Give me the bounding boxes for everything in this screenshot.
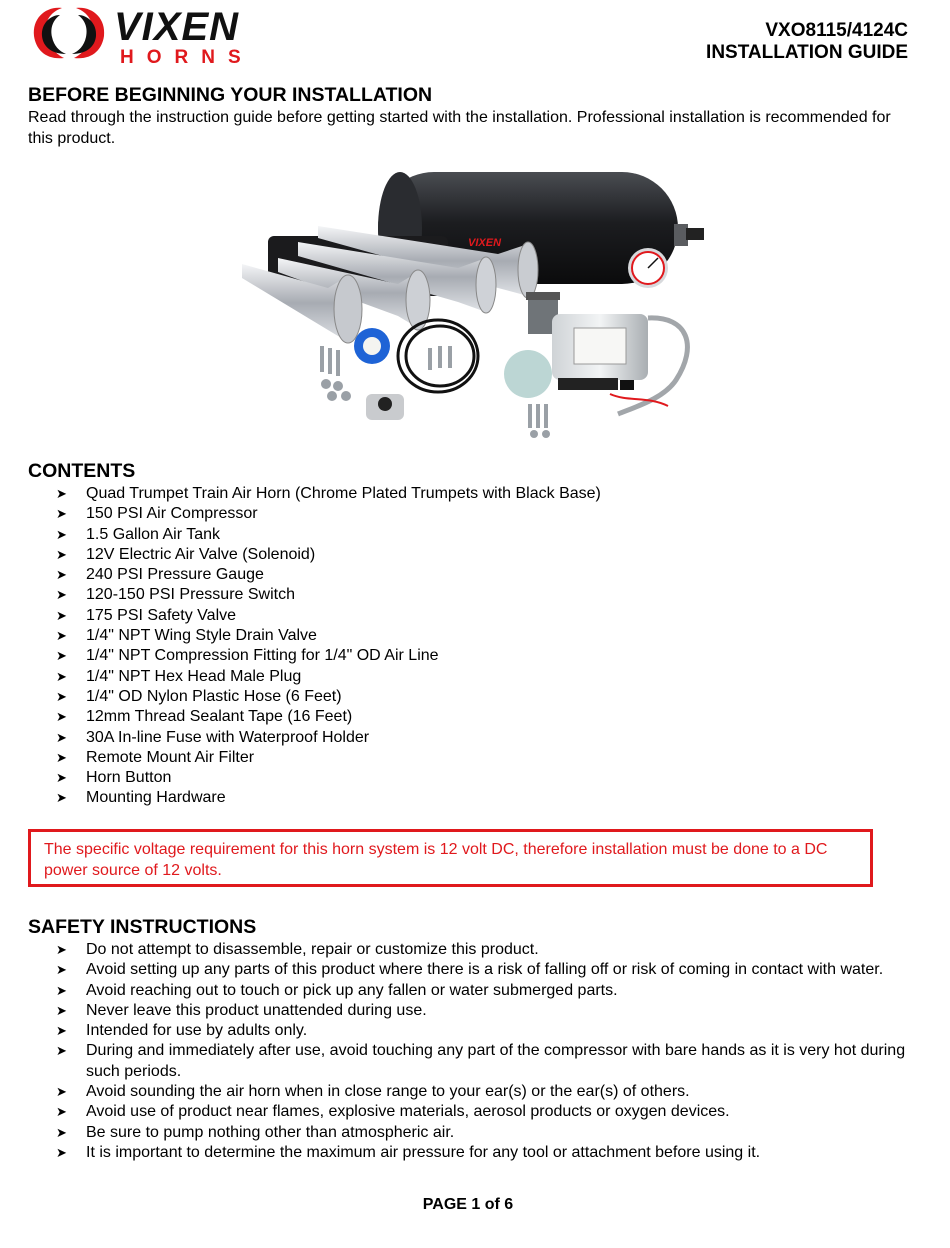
arrowhead-bullet-icon: ➤ bbox=[56, 506, 67, 522]
list-item: ➤ Be sure to pump nothing other than atmospheric air. bbox=[56, 1123, 906, 1143]
arrowhead-bullet-icon: ➤ bbox=[56, 526, 67, 542]
intro-heading: BEFORE BEGINNING YOUR INSTALLATION bbox=[28, 84, 433, 106]
arrowhead-bullet-icon: ➤ bbox=[56, 749, 67, 765]
arrowhead-bullet-icon: ➤ bbox=[56, 486, 67, 501]
list-item: ➤ It is important to determine the maximum air pressure for any tool or attachment before using it. bbox=[56, 1143, 906, 1163]
list-item: ➤ 12mm Thread Sealant Tape (16 Feet) bbox=[56, 707, 601, 727]
arrowhead-bullet-icon: ➤ bbox=[56, 1023, 67, 1039]
safety-heading: SAFETY INSTRUCTIONS bbox=[28, 916, 257, 938]
list-item: ➤ 1.5 Gallon Air Tank bbox=[56, 525, 601, 545]
arrowhead-bullet-icon: ➤ bbox=[56, 1124, 67, 1140]
arrowhead-bullet-icon: ➤ bbox=[56, 709, 67, 725]
list-item: ➤ 150 PSI Air Compressor bbox=[56, 504, 601, 524]
list-item: ➤ Horn Button bbox=[56, 768, 601, 788]
list-item: ➤ 30A In-line Fuse with Waterproof Holder bbox=[56, 728, 601, 748]
document-title: INSTALLATION GUIDE bbox=[706, 42, 908, 63]
horn-emblem-icon bbox=[34, 8, 104, 58]
arrowhead-bullet-icon: ➤ bbox=[56, 628, 67, 644]
list-item: ➤ Mounting Hardware bbox=[56, 788, 601, 808]
list-item: ➤ 1/4" NPT Hex Head Male Plug bbox=[56, 667, 601, 687]
list-item: ➤ Avoid use of product near flames, explosive materials, aerosol products or oxygen devices. bbox=[56, 1102, 906, 1122]
list-item: ➤ 1/4" NPT Wing Style Drain Valve bbox=[56, 626, 601, 646]
list-item: ➤ Intended for use by adults only. bbox=[56, 1021, 906, 1041]
arrowhead-bullet-icon: ➤ bbox=[56, 790, 67, 806]
contents-heading: CONTENTS bbox=[28, 460, 136, 482]
safety-list bbox=[56, 940, 906, 1163]
arrowhead-bullet-icon: ➤ bbox=[56, 1084, 67, 1100]
list-item: ➤ Never leave this product unattended during use. bbox=[56, 1001, 906, 1021]
arrowhead-bullet-icon: ➤ bbox=[56, 1043, 67, 1059]
list-item: ➤ 240 PSI Pressure Gauge bbox=[56, 565, 601, 585]
list-item: ➤ 175 PSI Safety Valve bbox=[56, 606, 601, 626]
list-item: ➤ Avoid setting up any parts of this product where there is a risk of falling off or risk of coming in contact with water. bbox=[56, 960, 906, 980]
arrowhead-bullet-icon: ➤ bbox=[56, 587, 67, 603]
list-item: ➤ Do not attempt to disassemble, repair or customize this product. bbox=[56, 940, 906, 960]
list-item: ➤ 1/4" OD Nylon Plastic Hose (6 Feet) bbox=[56, 687, 601, 707]
arrowhead-bullet-icon: ➤ bbox=[56, 942, 67, 957]
arrowhead-bullet-icon: ➤ bbox=[56, 668, 67, 684]
voltage-warning-text: The specific voltage requirement for this horn system is 12 volt DC, therefore installation must be done to a DC power source of 12 volts. bbox=[44, 841, 828, 879]
contents-list bbox=[56, 484, 601, 809]
arrowhead-bullet-icon: ➤ bbox=[56, 982, 67, 998]
voltage-warning-box bbox=[28, 829, 873, 887]
list-item: ➤ During and immediately after use, avoid touching any part of the compressor with bare hands as it is very hot during such periods. bbox=[56, 1042, 906, 1080]
model-number: VXO8115/4124C bbox=[765, 20, 908, 41]
list-item: ➤ Avoid sounding the air horn when in close range to your ear(s) or the ear(s) of others. bbox=[56, 1082, 906, 1102]
arrowhead-bullet-icon: ➤ bbox=[56, 546, 67, 562]
arrowhead-bullet-icon: ➤ bbox=[56, 962, 67, 978]
horn-button bbox=[366, 394, 404, 420]
list-item: ➤ Avoid reaching out to touch or pick up any fallen or water submerged parts. bbox=[56, 981, 906, 1001]
arrowhead-bullet-icon: ➤ bbox=[56, 688, 67, 704]
logo-brand-sub-text: HORNS bbox=[120, 47, 254, 66]
list-item: ➤ Quad Trumpet Train Air Horn (Chrome Plated Trumpets with Black Base) bbox=[56, 484, 601, 504]
vixen-horns-logo bbox=[28, 2, 278, 66]
product-kit-image bbox=[228, 166, 720, 444]
arrowhead-bullet-icon: ➤ bbox=[56, 770, 67, 786]
pressure-gauge bbox=[628, 248, 668, 288]
arrowhead-bullet-icon: ➤ bbox=[56, 607, 67, 623]
arrowhead-bullet-icon: ➤ bbox=[56, 648, 67, 664]
intro-text: Read through the instruction guide before getting started with the installation. Professional installation is recommended for this product. bbox=[28, 109, 891, 147]
page-number: PAGE 1 of 6 bbox=[422, 1196, 514, 1213]
arrowhead-bullet-icon: ➤ bbox=[56, 1104, 67, 1120]
tank-label: VIXEN bbox=[468, 237, 502, 249]
arrowhead-bullet-icon: ➤ bbox=[56, 1002, 67, 1018]
arrowhead-bullet-icon: ➤ bbox=[56, 567, 67, 583]
logo-brand-text: VIXEN bbox=[114, 5, 240, 49]
document-header bbox=[706, 20, 908, 64]
list-item: ➤ 1/4" NPT Compression Fitting for 1/4" OD Air Line bbox=[56, 646, 601, 666]
list-item: ➤ 120-150 PSI Pressure Switch bbox=[56, 585, 601, 605]
arrowhead-bullet-icon: ➤ bbox=[56, 1144, 67, 1160]
list-item: ➤ Remote Mount Air Filter bbox=[56, 748, 601, 768]
list-item: ➤ 12V Electric Air Valve (Solenoid) bbox=[56, 545, 601, 565]
arrowhead-bullet-icon: ➤ bbox=[56, 729, 67, 745]
